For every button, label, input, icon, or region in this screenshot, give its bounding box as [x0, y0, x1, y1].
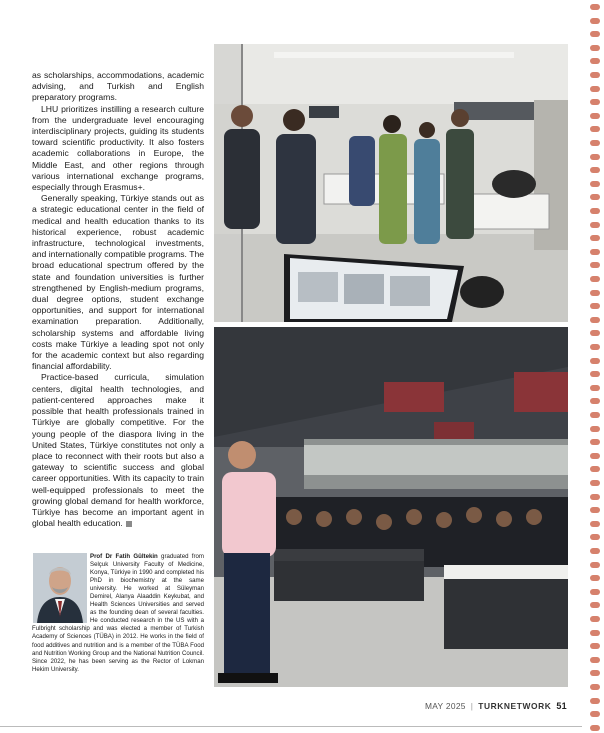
binding-tab — [590, 194, 600, 200]
binding-tab — [590, 684, 600, 690]
binding-tab — [590, 45, 600, 51]
binding-tab — [590, 548, 600, 554]
binding-tab — [590, 534, 600, 540]
page-footer — [425, 701, 567, 711]
binding-tab — [590, 140, 600, 146]
binding-tab — [590, 439, 600, 445]
binding-tab — [590, 562, 600, 568]
binding-tab — [590, 276, 600, 282]
binding-tab — [590, 154, 600, 160]
body-paragraph: LHU prioritizes instilling a research culture from the undergraduate level encouraging interdisciplinary projects, guiding its students toward scientific productivity. It also fosters academic collaborations in Europe, the Middle East, and other regions through various international exchange programs, especially through Erasmus+. — [32, 103, 204, 193]
binding-tab — [590, 453, 600, 459]
binding-tab — [590, 480, 600, 486]
binding-tab — [590, 344, 600, 350]
binding-tab — [590, 167, 600, 173]
binding-tab — [590, 398, 600, 404]
binding-tab — [590, 262, 600, 268]
binding-tab — [590, 58, 600, 64]
issue-date: MAY 2025 — [425, 701, 466, 711]
binding-tab — [590, 698, 600, 704]
binding-tab — [590, 31, 600, 37]
binding-tab — [590, 670, 600, 676]
simulation-lab-illustration — [214, 44, 568, 322]
photo-simulation-lab — [214, 44, 568, 322]
body-paragraph: as scholarships, accommodations, academic advising, and Turkish and English preparatory programs. — [32, 70, 204, 103]
binding-tab — [590, 18, 600, 24]
bottom-rule — [0, 726, 582, 727]
binding-tab — [590, 643, 600, 649]
binding-tab — [590, 725, 600, 731]
binding-tab — [590, 657, 600, 663]
binding-tab — [590, 426, 600, 432]
binding-tab — [590, 385, 600, 391]
body-paragraph: Generally speaking, Türkiye stands out as a strategic educational center in the field of medical and health education thanks to its historical experience, robust academic infrastructure, technological investments, and internationally compatible programs. The broad educational spectrum offered by the state and foundation universities is further strengthened by English-medium programs, dual degree options, student exchange opportunities, and support for international examination preparation. Additionally, scholarship systems and affordable living costs make Türkiye a leading spot not only for the academic context but also regarding financial affordability. — [32, 193, 204, 372]
binding-tab — [590, 330, 600, 336]
binding-tab — [590, 589, 600, 595]
binding-tab — [590, 466, 600, 472]
binding-tab — [590, 412, 600, 418]
binding-tab — [590, 521, 600, 527]
binding-tab — [590, 630, 600, 636]
binding-tab — [590, 99, 600, 105]
binding-tab — [590, 4, 600, 10]
binding-tab — [590, 616, 600, 622]
end-of-article-mark — [126, 521, 132, 527]
binding-tab — [590, 72, 600, 78]
magazine-brand: TURKNETWORK — [478, 701, 552, 711]
page-number: 51 — [556, 701, 567, 711]
photo-lecture-hall — [214, 327, 568, 687]
binding-tab — [590, 507, 600, 513]
article-body — [32, 70, 204, 529]
author-bio-text: graduated from Selçuk University Faculty of Medicine, Konya, Türkiye in 1990 and completed his PhD in biochemistry at the same university. He worked at Süleyman Demirel, Alanya Alaaddin Keykubat, and Health Sciences Universities and served as the founding dean of several faculties. He conducted research in the US with a Fulbright scholarship and was elected a member of Turkish Academy of Sciences (TÜBA) in 2012. He works in the field of food additives and nutrition and is a member of the TÜBA Food and Nutrition Working Group and the National Nutrition Council. Since 2022, he has been serving as the Rector of Lokman Hekim University. — [32, 553, 204, 673]
binding-tab — [590, 371, 600, 377]
binding-tab — [590, 494, 600, 500]
binding-tab — [590, 711, 600, 717]
binding-tab — [590, 290, 600, 296]
binding-tab — [590, 86, 600, 92]
binding-tab — [590, 249, 600, 255]
binding-tab — [590, 358, 600, 364]
binding-tab — [590, 303, 600, 309]
footer-separator: | — [470, 701, 474, 711]
author-name: Prof Dr Fatih Gültekin — [90, 553, 158, 560]
binding-tab — [590, 126, 600, 132]
author-bio — [32, 553, 204, 674]
binding-tab — [590, 317, 600, 323]
body-paragraph — [32, 372, 204, 529]
binding-tab — [590, 208, 600, 214]
binding-tab — [590, 181, 600, 187]
binding-tab — [590, 222, 600, 228]
binding-tab — [590, 575, 600, 581]
binding-strip — [582, 0, 604, 733]
binding-tab — [590, 113, 600, 119]
binding-tab — [590, 602, 600, 608]
lecture-hall-illustration — [214, 327, 568, 687]
body-paragraph-text: Practice-based curricula, simulation centers, digital health technologies, and patient-centered approaches make it possible that health professionals trained in Türkiye are globally competitive. For the young people of the diaspora living in the United States, Türkiye constitutes not only a place to reconnect with their roots but also a gateway to scientific success and global career opportunities. With its capacity to train well-equipped professionals to meet the growing global demand for health workforce, Türkiye has become an important agent in global health education. — [32, 372, 204, 529]
binding-tab — [590, 235, 600, 241]
